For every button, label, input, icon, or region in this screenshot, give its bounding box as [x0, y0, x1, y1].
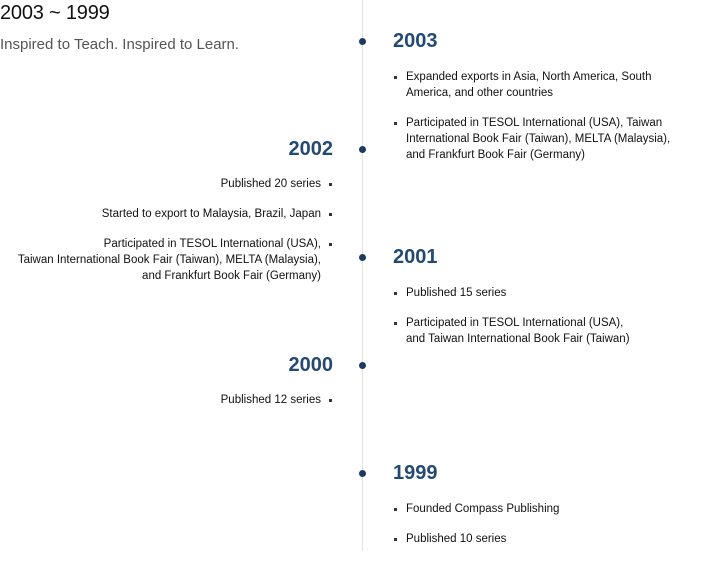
timeline-dot-2002 — [359, 146, 366, 153]
list-item: Participated in TESOL International (USA), Taiwan International Book Fair (Taiwan), MELTA (Malaysia), and Frankfurt Book Fair (Germany) — [393, 115, 693, 163]
timeline-dot-2000 — [359, 362, 366, 369]
timeline-dot-1999 — [359, 470, 366, 477]
year-2003: 2003 — [393, 30, 438, 52]
timeline-line — [362, 0, 363, 551]
list-item: Published 20 series — [3, 176, 333, 192]
year-2000: 2000 — [288, 354, 333, 376]
events-2002 — [3, 176, 333, 298]
timeline-dot-2003 — [359, 38, 366, 45]
list-item: Started to export to Malaysia, Brazil, Japan — [3, 206, 333, 222]
year-1999: 1999 — [393, 462, 438, 484]
list-item: Founded Compass Publishing — [393, 501, 693, 517]
list-item: Participated in TESOL International (USA), and Taiwan International Book Fair (Taiwan) — [393, 315, 693, 347]
list-item: Published 12 series — [3, 392, 333, 408]
timeline-dot-2001 — [359, 254, 366, 261]
events-2000 — [3, 392, 333, 422]
list-item: Published 10 series — [393, 531, 693, 547]
events-1999 — [393, 501, 693, 561]
year-2001: 2001 — [393, 246, 438, 268]
events-2003 — [393, 69, 693, 177]
list-item: Participated in TESOL International (USA), Taiwan International Book Fair (Taiwan), MELTA (Malaysia), and Frankfurt Book Fair (Germany) — [3, 236, 333, 284]
list-item: Published 15 series — [393, 285, 693, 301]
page-tagline: Inspired to Teach. Inspired to Learn. — [0, 36, 240, 53]
year-2002: 2002 — [288, 138, 333, 160]
list-item: Expanded exports in Asia, North America, South America, and other countries — [393, 69, 693, 101]
events-2001 — [393, 285, 693, 361]
page-heading: 2003 ~ 1999 — [0, 2, 110, 24]
